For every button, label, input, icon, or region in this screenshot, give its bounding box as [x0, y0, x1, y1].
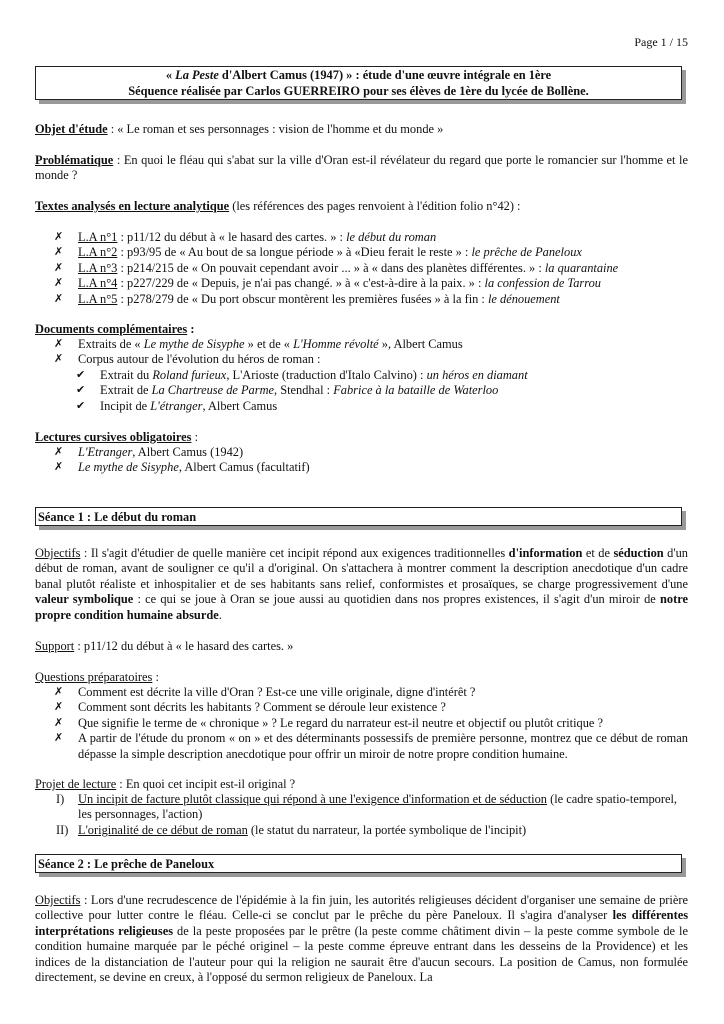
lectures-heading: Lectures cursives obligatoires :	[35, 430, 199, 444]
list-item: ✗ Que signifie le terme de « chronique » ? Le regard du narrateur est-il neutre et objectif ou plutôt critique ?	[54, 715, 604, 730]
cross-icon: ✗	[54, 338, 64, 350]
cross-icon: ✗	[54, 461, 64, 474]
list-item: I) Un incipit de facture plutôt classique qui répond à une l'exigence d'information et de séduction (le cadre spatio-temporel, les personnages, l'action)	[56, 792, 678, 822]
objet-etude: Objet d'étude : « Le roman et ses personnages : vision de l'homme et du monde »	[35, 122, 444, 136]
check-icon: ✔	[76, 384, 86, 397]
list-item: ✗ Comment sont décrits les habitants ? Comment se déroule leur existence ?	[54, 700, 446, 715]
check-icon: ✔	[76, 399, 86, 412]
list-item: ✗ L'Etranger, Albert Camus (1942)	[54, 445, 244, 459]
cross-icon: ✗	[54, 246, 64, 259]
seance-1-objectifs: Objectifs : Il s'agit d'étudier de quelle manière cet incipit répond aux exigences traditionnelles d'information et de séduction d'un début de roman, avant de souligner ce qu'il a d'original. On s'attachera à montrer comment la description anecdotique d'un cadre banal plutôt réaliste et inhospitalier et de ses habitants sans relief, conformistes et prosaïques, se charge progressivement d'une valeur symbolique : ce qui se joue à Oran se joue aussi au quotidien dans nos propres existences, il s'agit d'un miroir de notre propre condition humaine absurde.	[35, 546, 689, 622]
cross-icon: ✗	[54, 231, 64, 243]
list-item: ✗ Extraits de « Le mythe de Sisyphe » et de « L'Homme révolté », Albert Camus	[54, 337, 463, 351]
seance-2-objectifs: Objectifs : Lors d'une recrudescence de l'épidémie à la fin juin, les autorités religieuses décident d'organiser une semaine de prière collective pour lutter contre le fléau. Celle-ci se conclut par le prêche du père Paneloux. Il s'agira d'analyser les différentes interprétations religieuses de la peste proposées par le prêtre (la peste comme châtiment divin – la peste comme symbole de le condition humaine marquée par le péché originel – la peste comme épreuve entrant dans les desseins de la Providence) et les indices de la distanciation de l'auteur pour qui la religion ne saurait être d'aucun secours. La position de Camus, non formulée directement, se devine en creux, à l'opposé du sermon religieux de Paneloux. La	[35, 893, 689, 985]
list-item: ✗ L.A n°5 : p278/279 de « Du port obscur montèrent les premières fusées » à la fin : le dénouement	[54, 291, 560, 306]
cross-icon: ✗	[54, 686, 64, 698]
page-number: Page 1 / 15	[634, 35, 688, 49]
list-item: ✗ L.A n°4 : p227/229 de « Depuis, je n'ai pas changé. » à « c'est-à-dire à la paix. » : la confession de Tarrou	[54, 276, 601, 291]
seance-1-support: Support : p11/12 du début à « le hasard des cartes. »	[35, 639, 294, 653]
textes-analyses-heading: Textes analysés en lecture analytique (les références des pages renvoient à l'édition folio n°42) :	[35, 199, 521, 213]
list-item: ✗ Le mythe de Sisyphe, Albert Camus (facultatif)	[54, 460, 310, 475]
list-item: ✗ A partir de l'étude du pronom « on » et des déterminants possessifs de première personne, montrez que ce début de roman dépasse la simple description anecdotique pour offrir un miroir de notre propre condition humaine.	[54, 731, 688, 761]
list-item: ✗ L.A n°2 : p93/95 de « Au bout de sa longue période » à «Dieu ferait le reste » : le prêche de Paneloux	[54, 245, 582, 260]
cross-icon: ✗	[54, 277, 64, 290]
documents-heading: Documents complémentaires :	[35, 322, 195, 336]
cross-icon: ✗	[54, 446, 64, 458]
seance-1-header: Séance 1 : Le début du roman	[35, 507, 682, 526]
list-item: ✔ Extrait du Roland furieux, L'Arioste (traduction d'Italo Calvino) : un héros en diamant	[76, 368, 528, 382]
cross-icon: ✗	[54, 292, 64, 305]
seance-2-header: Séance 2 : Le prêche de Paneloux	[35, 854, 682, 873]
corpus-sublist	[35, 368, 688, 414]
list-item: ✔ Extrait de La Chartreuse de Parme, Stendhal : Fabrice à la bataille de Waterloo	[76, 383, 499, 398]
list-item: ✗ Corpus autour de l'évolution du héros de roman :	[54, 352, 321, 367]
list-item: II) L'originalité de ce début de roman (le statut du narrateur, la portée symbolique de l'incipit)	[56, 822, 527, 837]
cross-icon: ✗	[54, 261, 64, 274]
cross-icon: ✗	[54, 732, 64, 745]
projet-heading: Projet de lecture : En quoi cet incipit est-il original ?	[35, 777, 296, 791]
questions-list	[35, 685, 688, 762]
documents-list	[35, 337, 688, 368]
list-item: ✗ L.A n°1 : p11/12 du début à « le hasard des cartes. » : le début du roman	[54, 230, 437, 244]
cross-icon: ✗	[54, 353, 64, 366]
title-line-1: « La Peste d'Albert Camus (1947) » : étude d'une œuvre intégrale en 1ère	[165, 68, 552, 82]
lectures-list	[35, 445, 688, 476]
cross-icon: ✗	[54, 716, 64, 729]
title-line-2: Séquence réalisée par Carlos GUERREIRO pour ses élèves de 1ère du lycée de Bollène.	[128, 83, 589, 98]
title-box	[35, 66, 682, 100]
list-item: ✗ Comment est décrite la ville d'Oran ? Est-ce une ville originale, digne d'intérêt ?	[54, 685, 476, 699]
problematique: Problématique : En quoi le fléau qui s'abat sur la ville d'Oran est-il révélateur du regard que porte le romancier sur l'homme et le monde ?	[35, 153, 688, 183]
check-icon: ✔	[76, 369, 86, 381]
list-item: ✔ Incipit de L'étranger, Albert Camus	[76, 398, 278, 413]
lecture-analytique-list	[35, 230, 688, 307]
questions-heading: Questions préparatoires :	[35, 670, 159, 684]
list-item: ✗ L.A n°3 : p214/215 de « On pouvait cependant avoir ... » à « dans des planètes différentes. » : la quarantaine	[54, 260, 619, 275]
cross-icon: ✗	[54, 701, 64, 714]
projet-list	[35, 792, 688, 838]
